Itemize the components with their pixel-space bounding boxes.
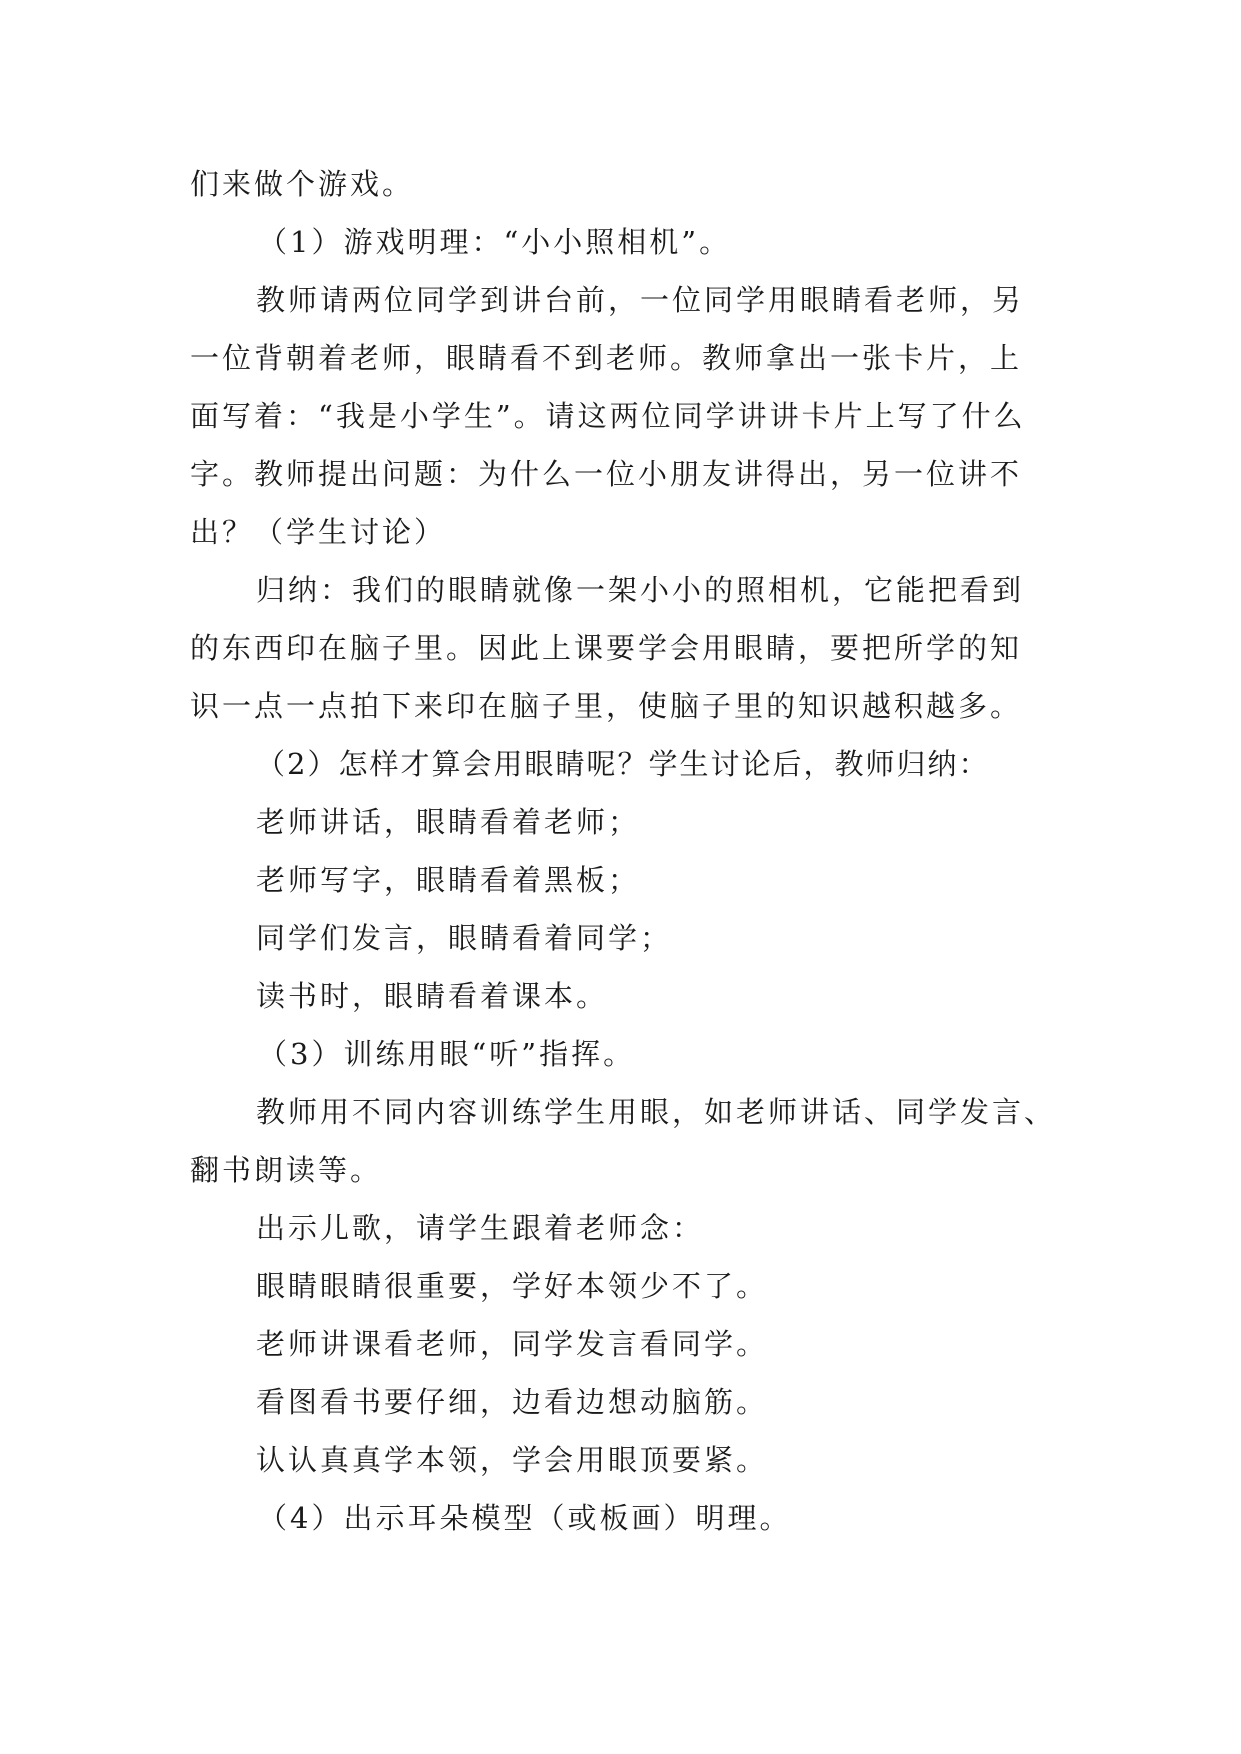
text-line: （4）出示耳朵模型（或板画）明理。 xyxy=(258,1501,792,1535)
text-line: （2）怎样才算会用眼睛呢？学生讨论后，教师归纳： xyxy=(256,747,990,781)
text-line: 的东西印在脑子里。因此上课要学会用眼睛，要把所学的知 xyxy=(190,631,1023,665)
text-line: 眼睛眼睛很重要，学好本领少不了。 xyxy=(256,1269,769,1303)
text-line: 识一点一点拍下来印在脑子里，使脑子里的知识越积越多。 xyxy=(190,689,1023,723)
document-body xyxy=(190,155,1070,1547)
text-line: 教师请两位同学到讲台前，一位同学用眼睛看老师，另 xyxy=(256,283,1025,317)
text-line: 们来做个游戏。 xyxy=(190,167,415,201)
text-line: 读书时，眼睛看着课本。 xyxy=(256,979,609,1013)
text-line: （1）游戏明理：“小小照相机”。 xyxy=(258,225,732,259)
text-line: 出示儿歌，请学生跟着老师念： xyxy=(256,1211,705,1245)
text-line: 一位背朝着老师，眼睛看不到老师。教师拿出一张卡片，上 xyxy=(190,341,1023,375)
text-line: 字。教师提出问题：为什么一位小朋友讲得出，另一位讲不 xyxy=(190,457,1023,491)
text-line: 老师讲话，眼睛看着老师； xyxy=(256,805,641,839)
text-line: 翻书朗读等。 xyxy=(190,1153,383,1187)
text-line: 老师讲课看老师，同学发言看同学。 xyxy=(256,1327,769,1361)
text-line: （3）训练用眼“听”指挥。 xyxy=(258,1037,636,1071)
text-line: 面写着：“我是小学生”。请这两位同学讲讲卡片上写了什么 xyxy=(190,399,1026,433)
text-line: 归纳：我们的眼睛就像一架小小的照相机，它能把看到 xyxy=(256,573,1025,607)
text-line: 看图看书要仔细，边看边想动脑筋。 xyxy=(256,1385,769,1419)
text-line: 同学们发言，眼睛看着同学； xyxy=(256,921,673,955)
text-line: 认认真真学本领，学会用眼顶要紧。 xyxy=(256,1443,769,1477)
text-line: 出？（学生讨论） xyxy=(190,515,447,549)
text-line: 老师写字，眼睛看着黑板； xyxy=(256,863,641,897)
text-line: 教师用不同内容训练学生用眼，如老师讲话、同学发言、 xyxy=(256,1095,1057,1129)
